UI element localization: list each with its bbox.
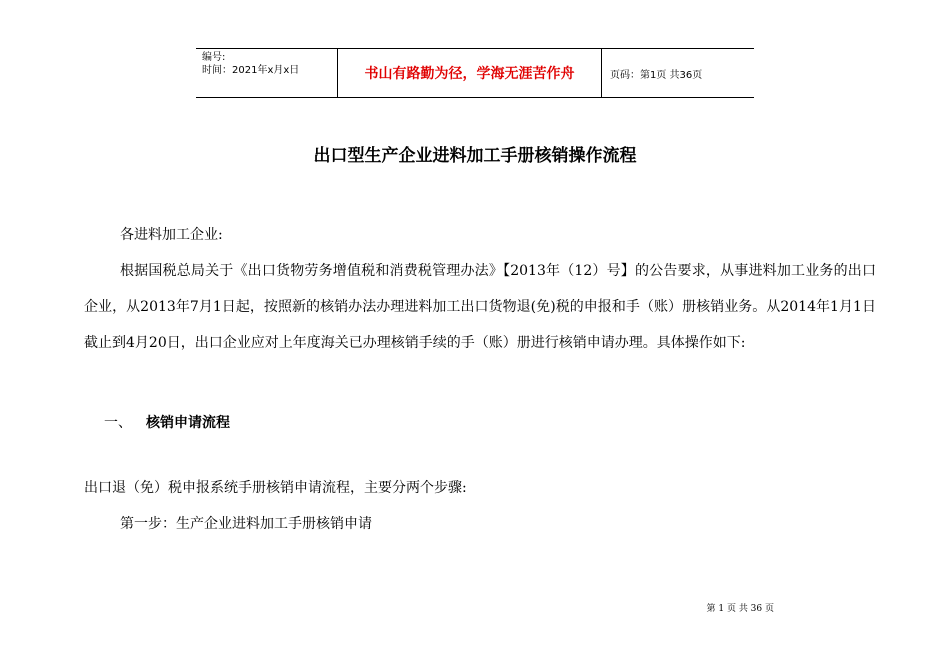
document-header-table xyxy=(196,48,754,98)
process-intro-line: 出口退（免）税申报系统手册核销申请流程，主要分两个步骤: xyxy=(84,480,467,496)
section-heading xyxy=(104,412,230,432)
greeting-line: 各进料加工企业: xyxy=(120,227,223,243)
motto-text: 书山有路勤为径，学海无涯苦作舟 xyxy=(364,66,575,82)
number-label: 编号: xyxy=(202,52,226,63)
page-info-text: 页码：第1页 共36页 xyxy=(610,69,703,81)
body-paragraph: 根据国税总局关于《出口货物劳务增值税和消费税管理办法》【2013年（12）号】的公告要求，从事进料加工业务的出口企业，从2013年7月1日起，按照新的核销办法办理进料加工出口货物退(免)税的申报和手（账）册核销业务。从2014年1月1日截止到4月20日，出口企业应对上年度海关已办理核销手续的手（账）册进行核销申请办理。具体操作如下: xyxy=(84,263,876,351)
section-title: 核销申请流程 xyxy=(146,415,230,431)
section-number: 一、 xyxy=(104,415,132,431)
document-title: 出口型生产企业进料加工手册核销操作流程 xyxy=(313,146,637,166)
page-info-cell xyxy=(602,49,754,97)
page-footer: 第 1 页 共 36 页 xyxy=(706,604,774,614)
time-label: 时间：2021年x月x日 xyxy=(202,65,300,76)
step-one-line: 第一步：生产企业进料加工手册核销申请 xyxy=(120,516,372,532)
motto-cell xyxy=(338,49,602,97)
header-meta-cell xyxy=(196,49,338,97)
